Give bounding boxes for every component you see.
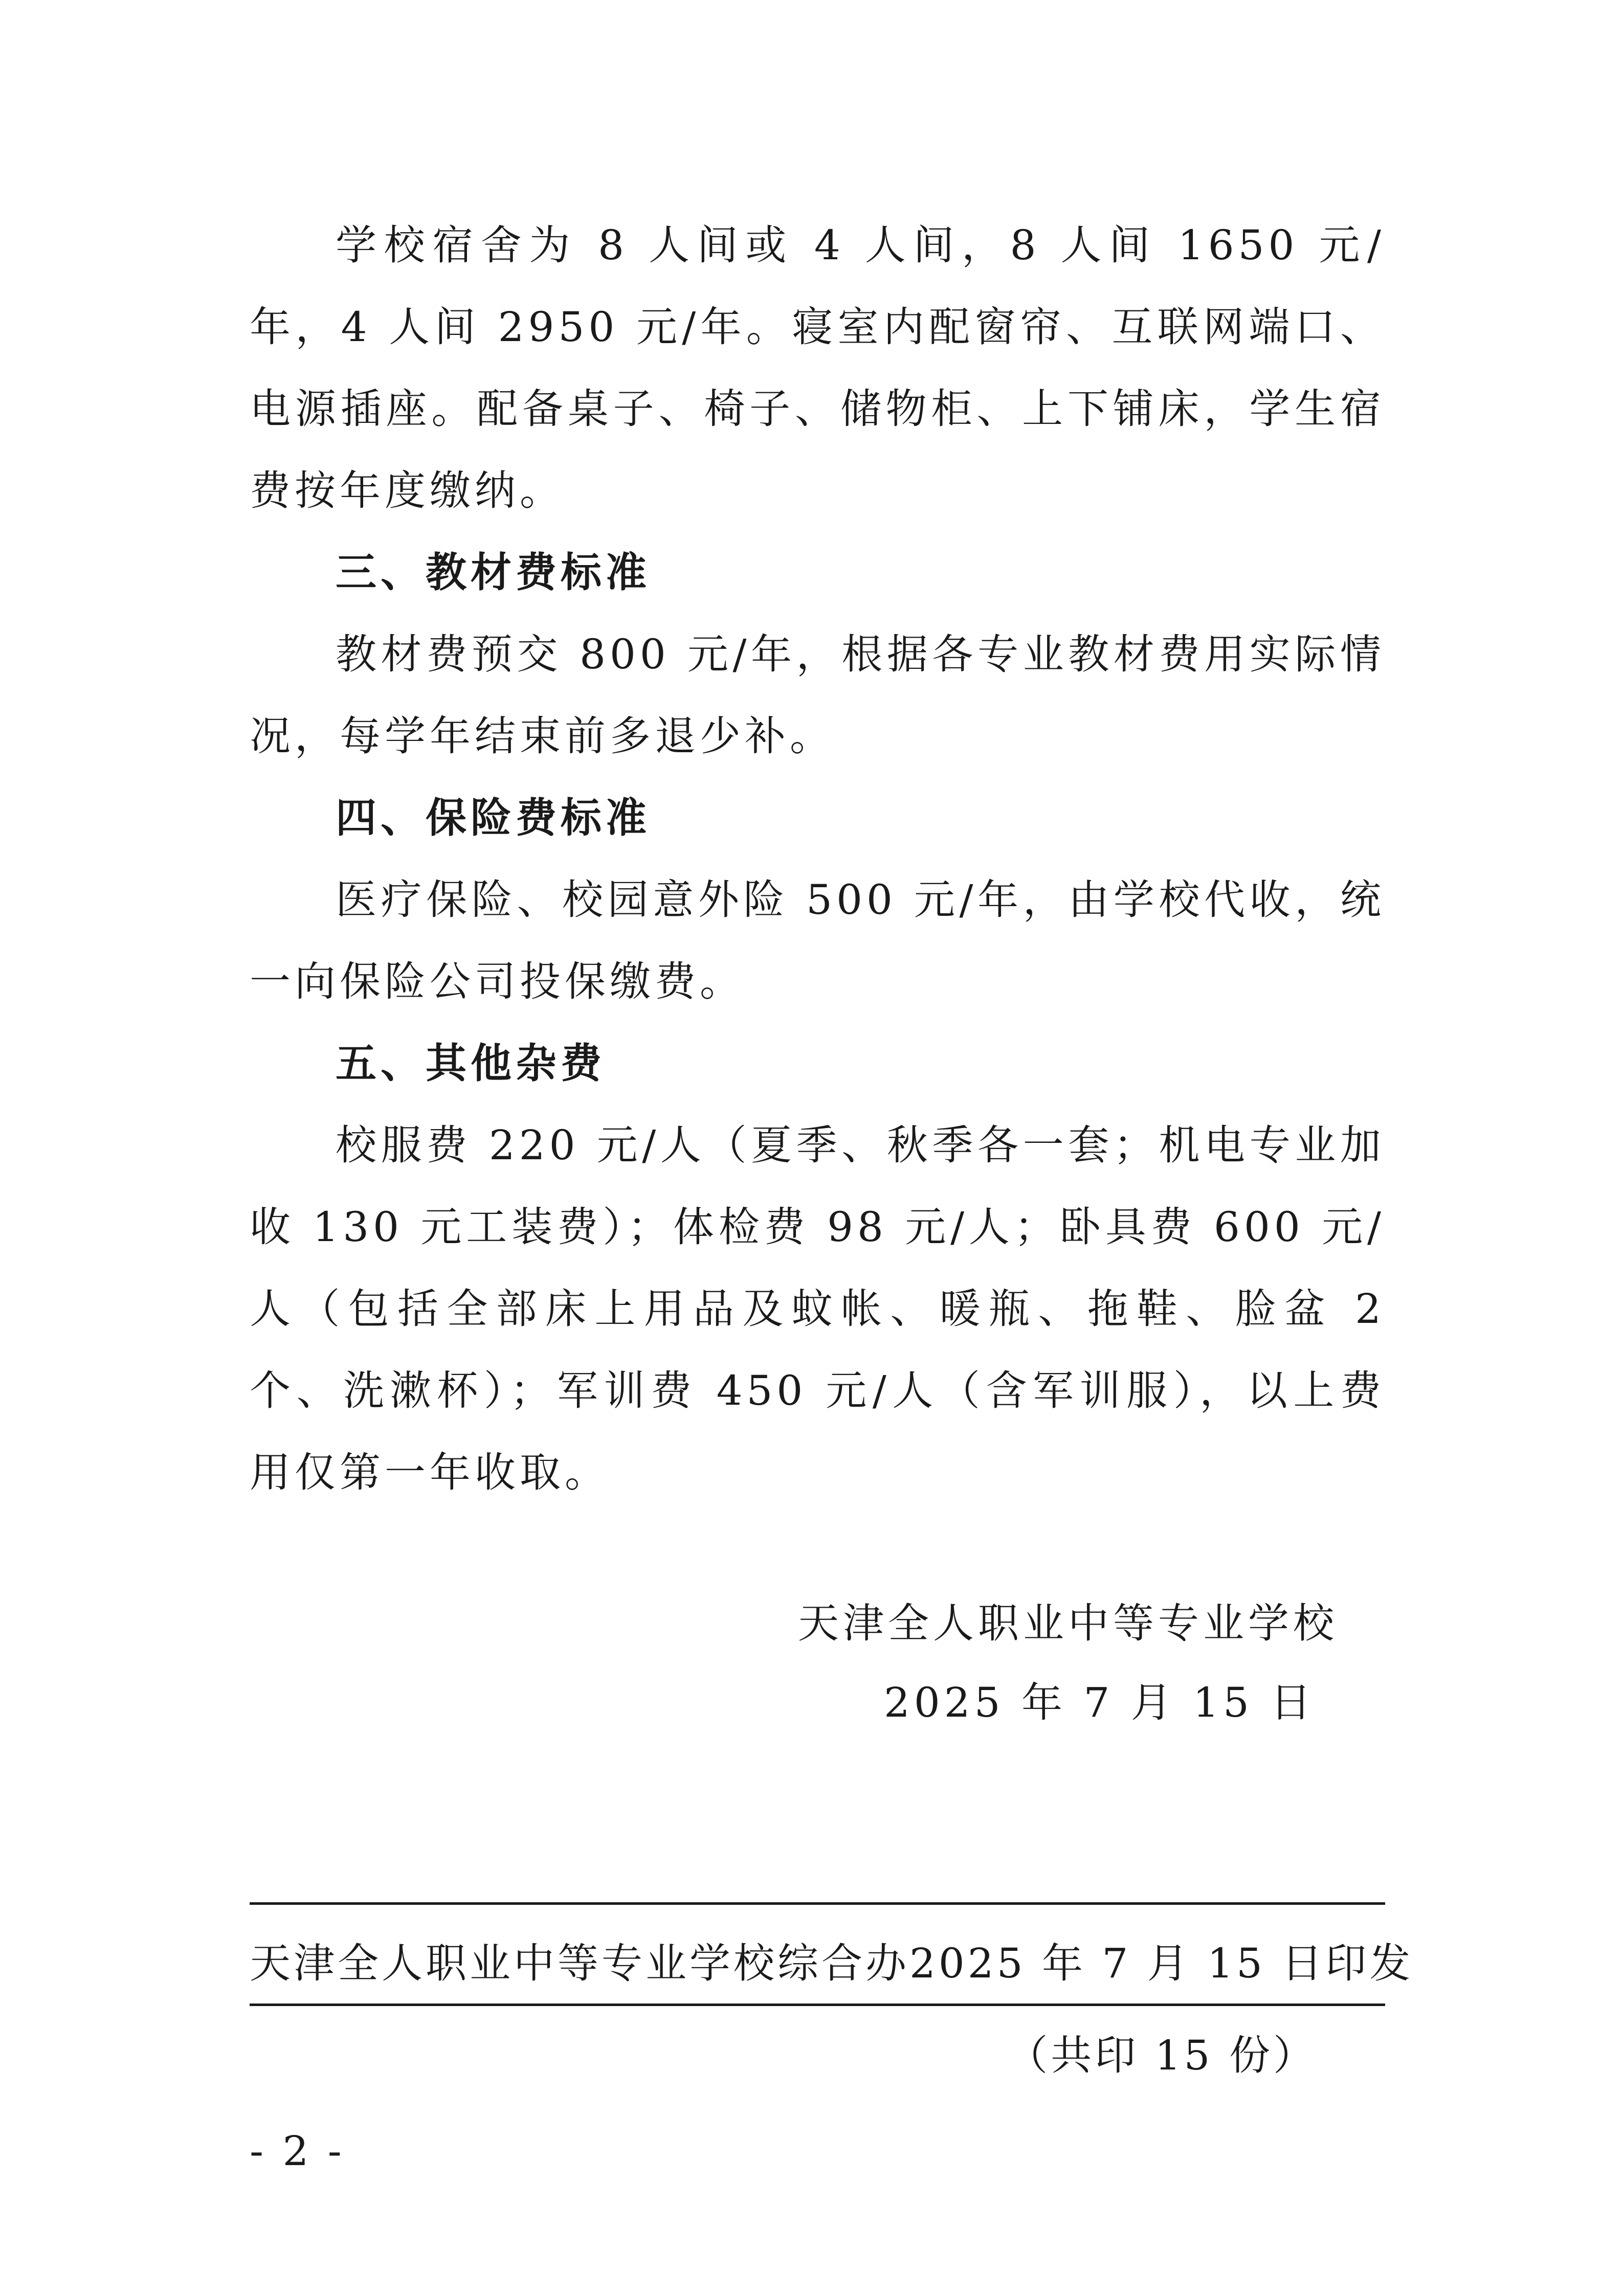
misc-fee-paragraph: 校服费 220 元/人（夏季、秋季各一套；机电专业加收 130 元工装费）；体检费 98 元/人；卧具费 600 元/人（包括全部床上用品及蚊帐、暖瓶、拖鞋、脸盆 2 个、洗漱杯）；军训费 450 元/人（含军训服），以上费用仅第一年收取。 [250, 1121, 1385, 1496]
section-3-heading: 三、教材费标准 [336, 549, 651, 596]
footer-bottom-rule [250, 2004, 1385, 2006]
signature-organization: 天津全人职业中等专业学校 [798, 1600, 1338, 1647]
document-body [250, 205, 1385, 1514]
section-4-heading: 四、保险费标准 [336, 794, 651, 842]
section-5-heading: 五、其他杂费 [336, 1040, 606, 1087]
footer-copies: （共印 15 份） [1007, 2032, 1317, 2079]
footer-issue-date: 2025 年 7 月 15 日印发 [909, 1940, 1414, 1987]
dorm-fee-paragraph: 学校宿舍为 8 人间或 4 人间，8 人间 1650 元/年，4 人间 2950 元/年。寝室内配窗帘、互联网端口、电源插座。配备桌子、椅子、储物柜、上下铺床，学生宿费按年度缴纳。 [250, 221, 1385, 514]
textbook-fee-paragraph: 教材费预交 800 元/年，根据各专业教材费用实际情况，每学年结束前多退少补。 [250, 631, 1385, 760]
footer-issue-line [250, 1930, 1414, 1989]
footer-issuer: 天津全人职业中等专业学校综合办 [250, 1940, 909, 1987]
page-number: - 2 - [250, 2127, 345, 2175]
footer-top-rule [250, 1902, 1385, 1905]
insurance-fee-paragraph: 医疗保险、校园意外险 500 元/年，由学校代收，统一向保险公司投保缴费。 [250, 876, 1385, 1005]
signature-date: 2025 年 7 月 15 日 [884, 1679, 1316, 1726]
